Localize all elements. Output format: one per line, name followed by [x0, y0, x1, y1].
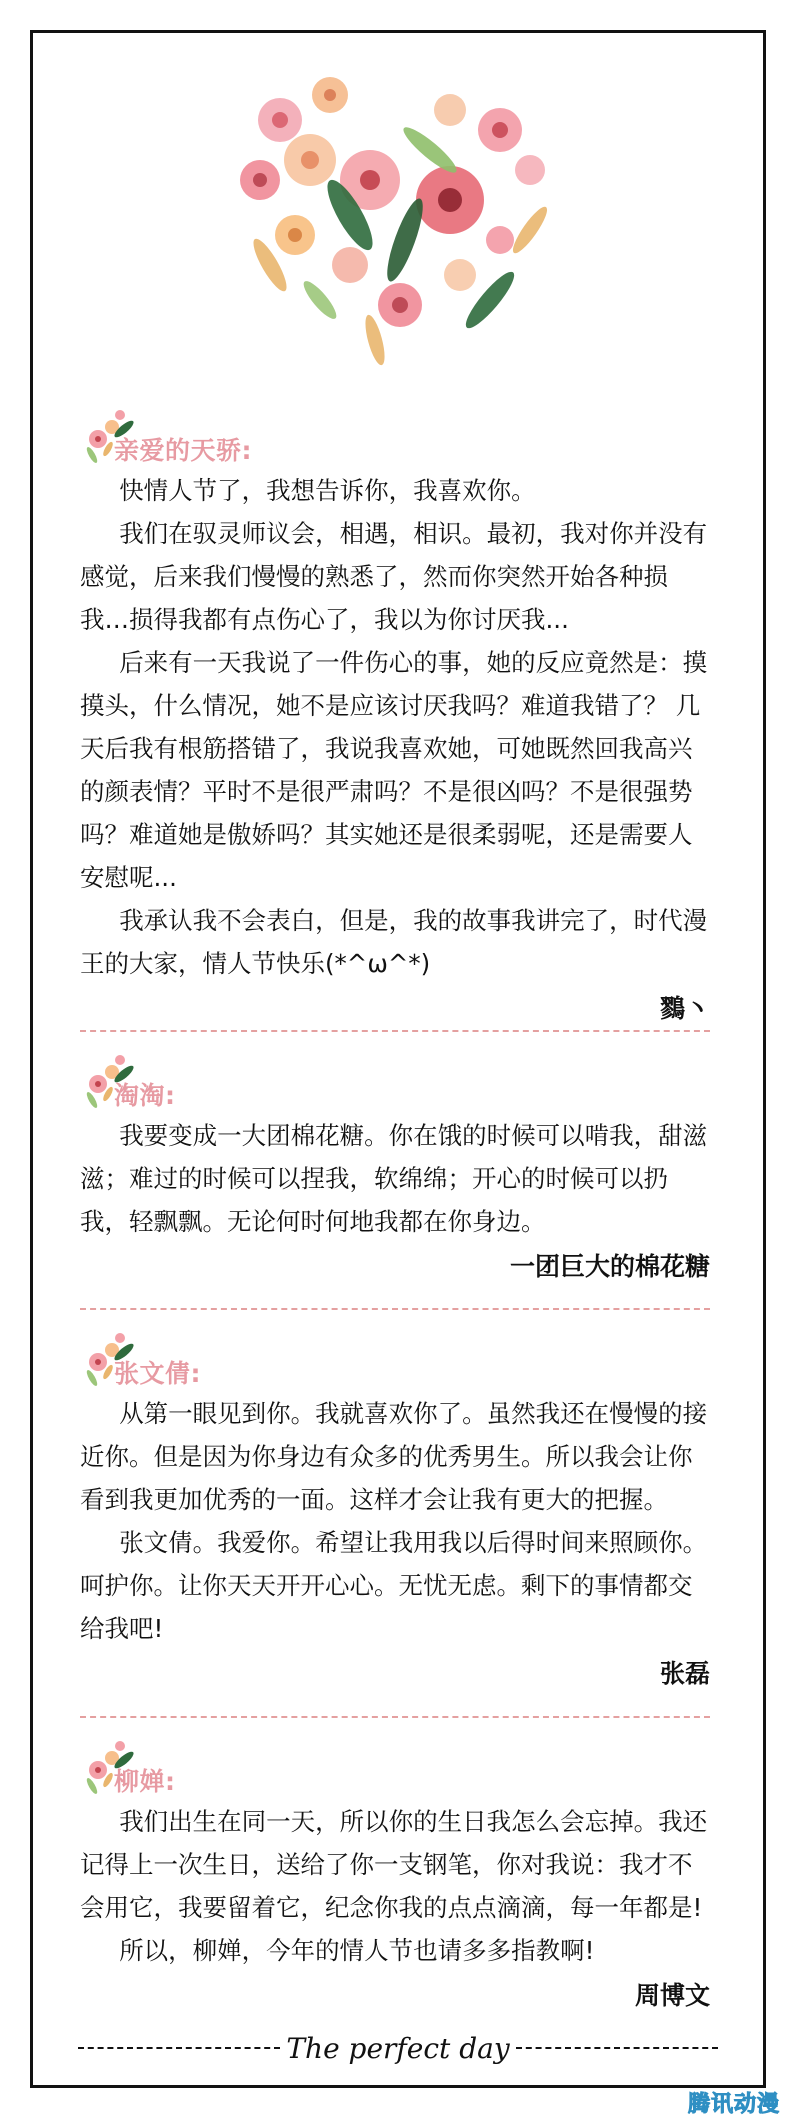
letter-header — [80, 405, 710, 465]
section-divider — [80, 1308, 710, 1310]
letter-section — [80, 1328, 710, 1690]
salutation: 柳婵: — [114, 1767, 176, 1796]
section-divider — [80, 1030, 710, 1032]
signature: 张磊 — [659, 1659, 710, 1688]
letter-header — [80, 1736, 710, 1796]
letter-body — [80, 469, 710, 985]
footer-dash-right — [516, 2047, 718, 2049]
letter-body — [80, 1392, 710, 1650]
footer-text: The perfect day — [286, 2031, 510, 2065]
letter-body — [80, 1114, 710, 1243]
section-divider — [80, 1716, 710, 1718]
paragraph: 我们出生在同一天，所以你的生日我怎么会忘掉。我还记得上一次生日，送给了你一支钢笔，你对我说：我才不会用它，我要留着它，纪念你我的点点滴滴，每一年都是! — [80, 1807, 708, 1922]
signature: 一团巨大的棉花糖 — [509, 1252, 710, 1281]
paragraph: 张文倩。我爱你。希望让我用我以后得时间来照顾你。呵护你。让你天天开开心心。无忧无虑。剩下的事情都交给我吧! — [80, 1528, 708, 1643]
paragraph: 所以，柳婵，今年的情人节也请多多指教啊! — [119, 1936, 595, 1965]
signature: 鷚丶 — [659, 994, 710, 1023]
letter-body — [80, 1800, 710, 1972]
salutation: 淘淘: — [114, 1081, 176, 1110]
salutation: 亲爱的天骄: — [114, 436, 252, 465]
letter-section — [80, 1736, 710, 2012]
floral-heart-icon — [200, 50, 580, 400]
paragraph: 我要变成一大团棉花糖。你在饿的时候可以啃我，甜滋滋；难过的时候可以捏我，软绵绵；开心的时候可以扔我，轻飘飘。无论何时何地我都在你身边。 — [80, 1121, 708, 1236]
signature: 周博文 — [634, 1981, 710, 2010]
paragraph: 快情人节了，我想告诉你，我喜欢你。 — [119, 476, 536, 505]
footer-line — [78, 2030, 718, 2066]
letter-section — [80, 405, 710, 1025]
paragraph: 我们在驭灵师议会，相遇，相识。最初，我对你并没有感觉，后来我们慢慢的熟悉了，然而你突然开始各种损我…损得我都有点伤心了，我以为你讨厌我... — [80, 519, 708, 634]
paragraph: 从第一眼见到你。我就喜欢你了。虽然我还在慢慢的接近你。但是因为你身边有众多的优秀男生。所以我会让你看到我更加优秀的一面。这样才会让我有更大的把握。 — [80, 1399, 708, 1514]
footer-dash-left — [78, 2047, 280, 2049]
salutation: 张文倩: — [114, 1359, 201, 1388]
paragraph: 我承认我不会表白，但是，我的故事我讲完了，时代漫王的大家，情人节快乐(*^ω^*) — [80, 906, 708, 978]
letter-header — [80, 1050, 710, 1110]
paragraph: 后来有一天我说了一件伤心的事，她的反应竟然是：摸摸头，什么情况，她不是应该讨厌我吗？难道我错了？ 几天后我有根筋搭错了，我说我喜欢她，可她既然回我高兴的颜表情？平时不是很严肃吗？不是很凶吗？不是很强势吗？难道她是傲娇吗？其实她还是很柔弱呢，还是需要人安慰呢... — [80, 648, 708, 892]
letter-section — [80, 1050, 710, 1283]
watermark-logo: 腾讯动漫 — [687, 2092, 780, 2117]
letter-header — [80, 1328, 710, 1388]
